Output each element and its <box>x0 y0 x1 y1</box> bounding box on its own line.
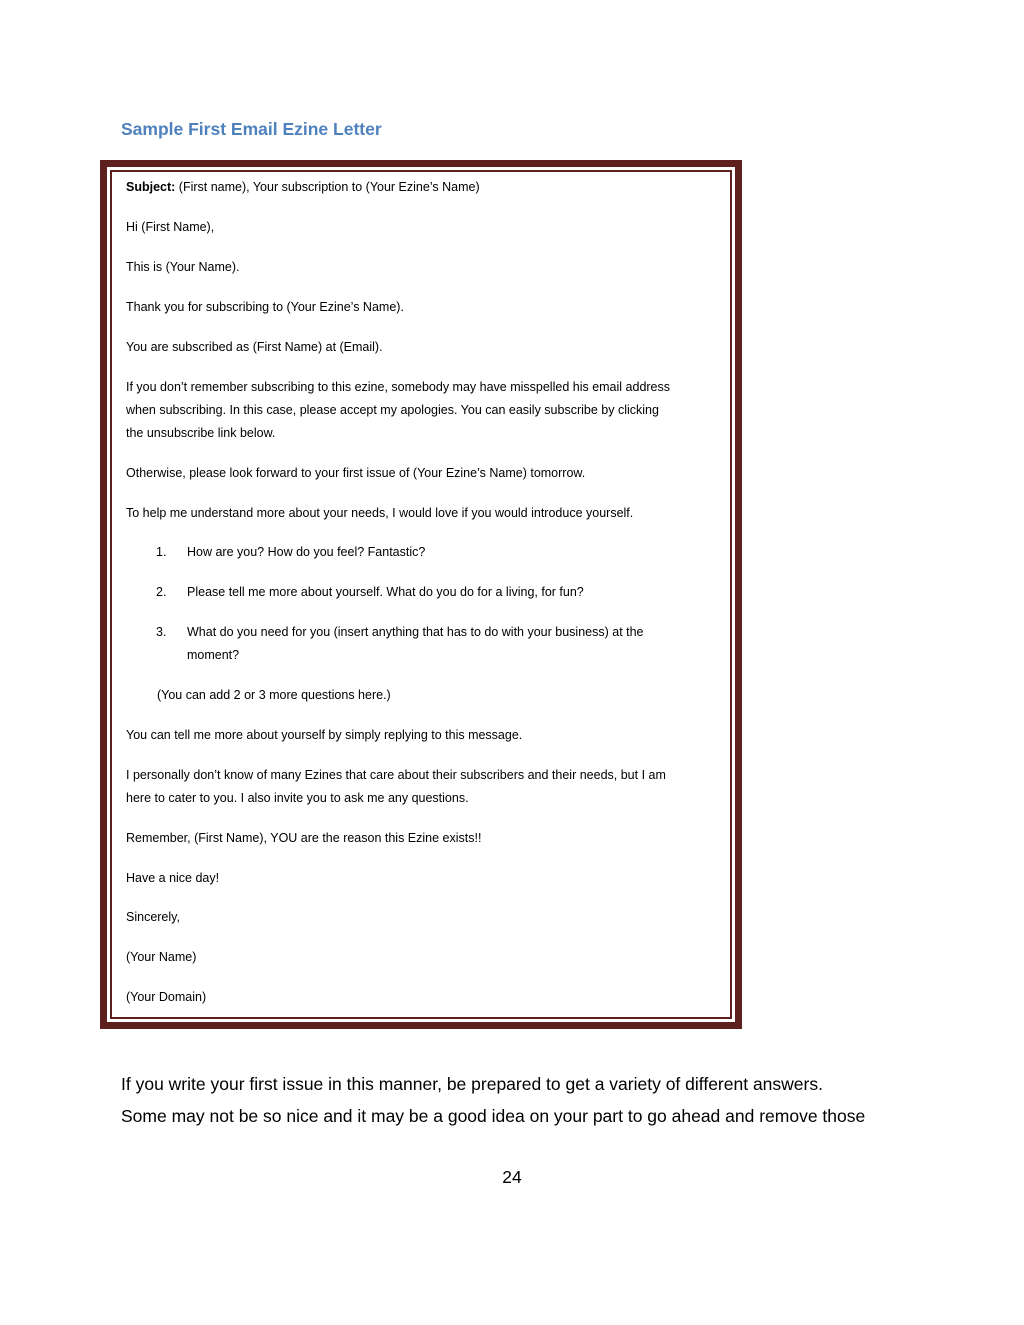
question-text-3-line-2: moment? <box>187 648 240 662</box>
question-text-1: How are you? How do you feel? Fantastic? <box>187 545 426 559</box>
letter-dont-remember-line-2: when subscribing. In this case, please accept my apologies. You can easily subscribe by clicking <box>126 403 659 417</box>
subject-text: (First name), Your subscription to (Your Ezine’s Name) <box>175 180 480 194</box>
letter-remember: Remember, (First Name), YOU are the reason this Ezine exists!! <box>126 831 482 845</box>
question-number-3: 3. <box>156 625 167 639</box>
letter-otherwise: Otherwise, please look forward to your first issue of (Your Ezine’s Name) tomorrow. <box>126 466 586 480</box>
question-number-1: 1. <box>156 545 167 559</box>
body-paragraph-line-1: If you write your first issue in this manner, be prepared to get a variety of different answers. <box>121 1074 823 1094</box>
letter-add-more: (You can add 2 or 3 more questions here.) <box>157 688 391 702</box>
letter-tell-more: You can tell me more about yourself by simply replying to this message. <box>126 728 523 742</box>
letter-greeting: Hi (First Name), <box>126 220 215 234</box>
letter-dont-remember-line-3: the unsubscribe link below. <box>126 426 276 440</box>
letter-your-name: (Your Name) <box>126 950 197 964</box>
section-heading: Sample First Email Ezine Letter <box>121 119 382 139</box>
letter-your-domain: (Your Domain) <box>126 990 207 1004</box>
letter-subject <box>126 176 480 199</box>
question-number-2: 2. <box>156 585 167 599</box>
letter-intro: This is (Your Name). <box>126 260 240 274</box>
letter-personally-line-2: here to cater to you. I also invite you to ask me any questions. <box>126 791 469 805</box>
letter-help-me: To help me understand more about your needs, I would love if you would introduce yourself. <box>126 506 634 520</box>
letter-personally-line-1: I personally don’t know of many Ezines that care about their subscribers and their needs, but I am <box>126 768 666 782</box>
question-text-2: Please tell me more about yourself. What do you do for a living, for fun? <box>187 585 584 599</box>
subject-label: Subject: <box>126 180 176 194</box>
question-text-3-line-1: What do you need for you (insert anything that has to do with your business) at the <box>187 625 644 639</box>
page-number: 24 <box>502 1167 522 1187</box>
letter-sincerely: Sincerely, <box>126 910 180 924</box>
letter-subscribed-as: You are subscribed as (First Name) at (Email). <box>126 340 383 354</box>
letter-thanks: Thank you for subscribing to (Your Ezine’s Name). <box>126 300 404 314</box>
body-paragraph-line-2: Some may not be so nice and it may be a good idea on your part to go ahead and remove those <box>121 1106 866 1126</box>
letter-nice-day: Have a nice day! <box>126 871 220 885</box>
letter-dont-remember-line-1: If you don’t remember subscribing to this ezine, somebody may have misspelled his email address <box>126 380 671 394</box>
